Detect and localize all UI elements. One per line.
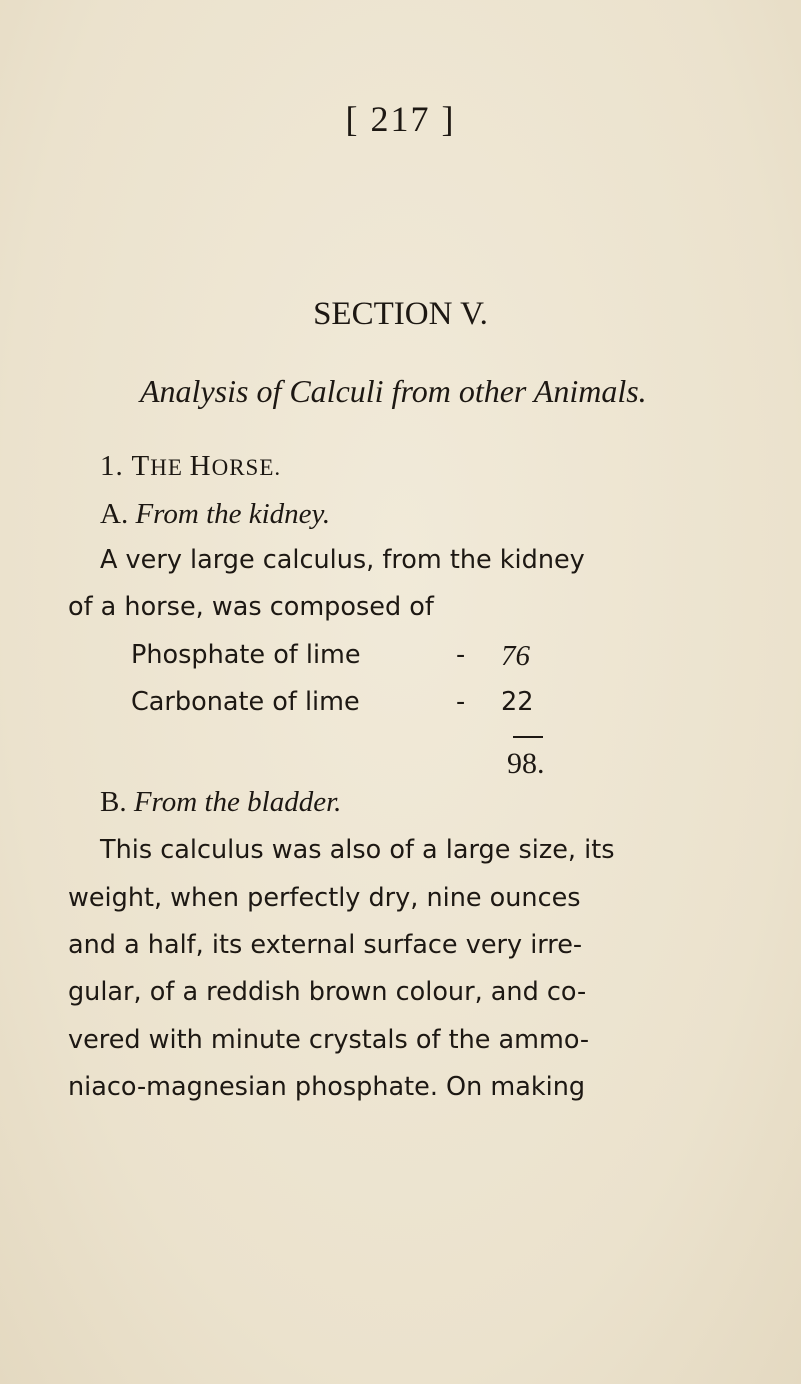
part-b-letter: B. (100, 786, 127, 818)
part-a-heading (100, 498, 330, 531)
composition-row-2-label: Carbonate of lime (131, 687, 360, 717)
composition-total: 98. (507, 747, 545, 780)
composition-row-1-dash: - (456, 640, 466, 670)
part-b-heading (100, 786, 341, 819)
part-b-title: From the bladder. (133, 786, 342, 818)
composition-row-1-label: Phosphate of lime (131, 640, 361, 670)
composition-row-2-dash: - (456, 687, 466, 717)
section-heading: SECTION V. (313, 296, 488, 332)
part-b-text-line-1: This calculus was also of a large size, its (100, 835, 615, 865)
part-b-text-line-5: vered with minute crystals of the ammo- (68, 1025, 590, 1055)
subsection-title-cap-2: H (189, 450, 212, 482)
subsection-number: 1. (100, 450, 124, 482)
part-b-text-line-2: weight, when perfectly dry, nine ounces (68, 883, 581, 913)
part-b-text-line-6: niaco-magnesian phosphate. On making (68, 1072, 586, 1102)
sum-rule (513, 736, 543, 738)
part-a-text-line-2: of a horse, was composed of (68, 592, 434, 622)
subsection-title-rest-1: HE (150, 455, 190, 480)
part-b-text-line-3: and a half, its external surface very irre- (68, 930, 583, 960)
subsection-title-cap-1: T (131, 450, 151, 482)
composition-row-2-value: 22 (501, 687, 534, 717)
composition-row-1-value: 76 (501, 640, 530, 672)
page-number: [ 217 ] (345, 99, 456, 139)
part-b-text-line-4: gular, of a reddish brown colour, and co- (68, 977, 587, 1007)
part-a-title: From the kidney. (135, 498, 331, 530)
part-a-letter: A. (100, 498, 129, 530)
section-subtitle: Analysis of Calculi from other Animals. (140, 373, 647, 409)
part-a-text-line-1: A very large calculus, from the kidney (100, 545, 585, 575)
subsection-title-rest-2: ORSE. (211, 455, 282, 480)
subsection-heading (100, 450, 281, 483)
